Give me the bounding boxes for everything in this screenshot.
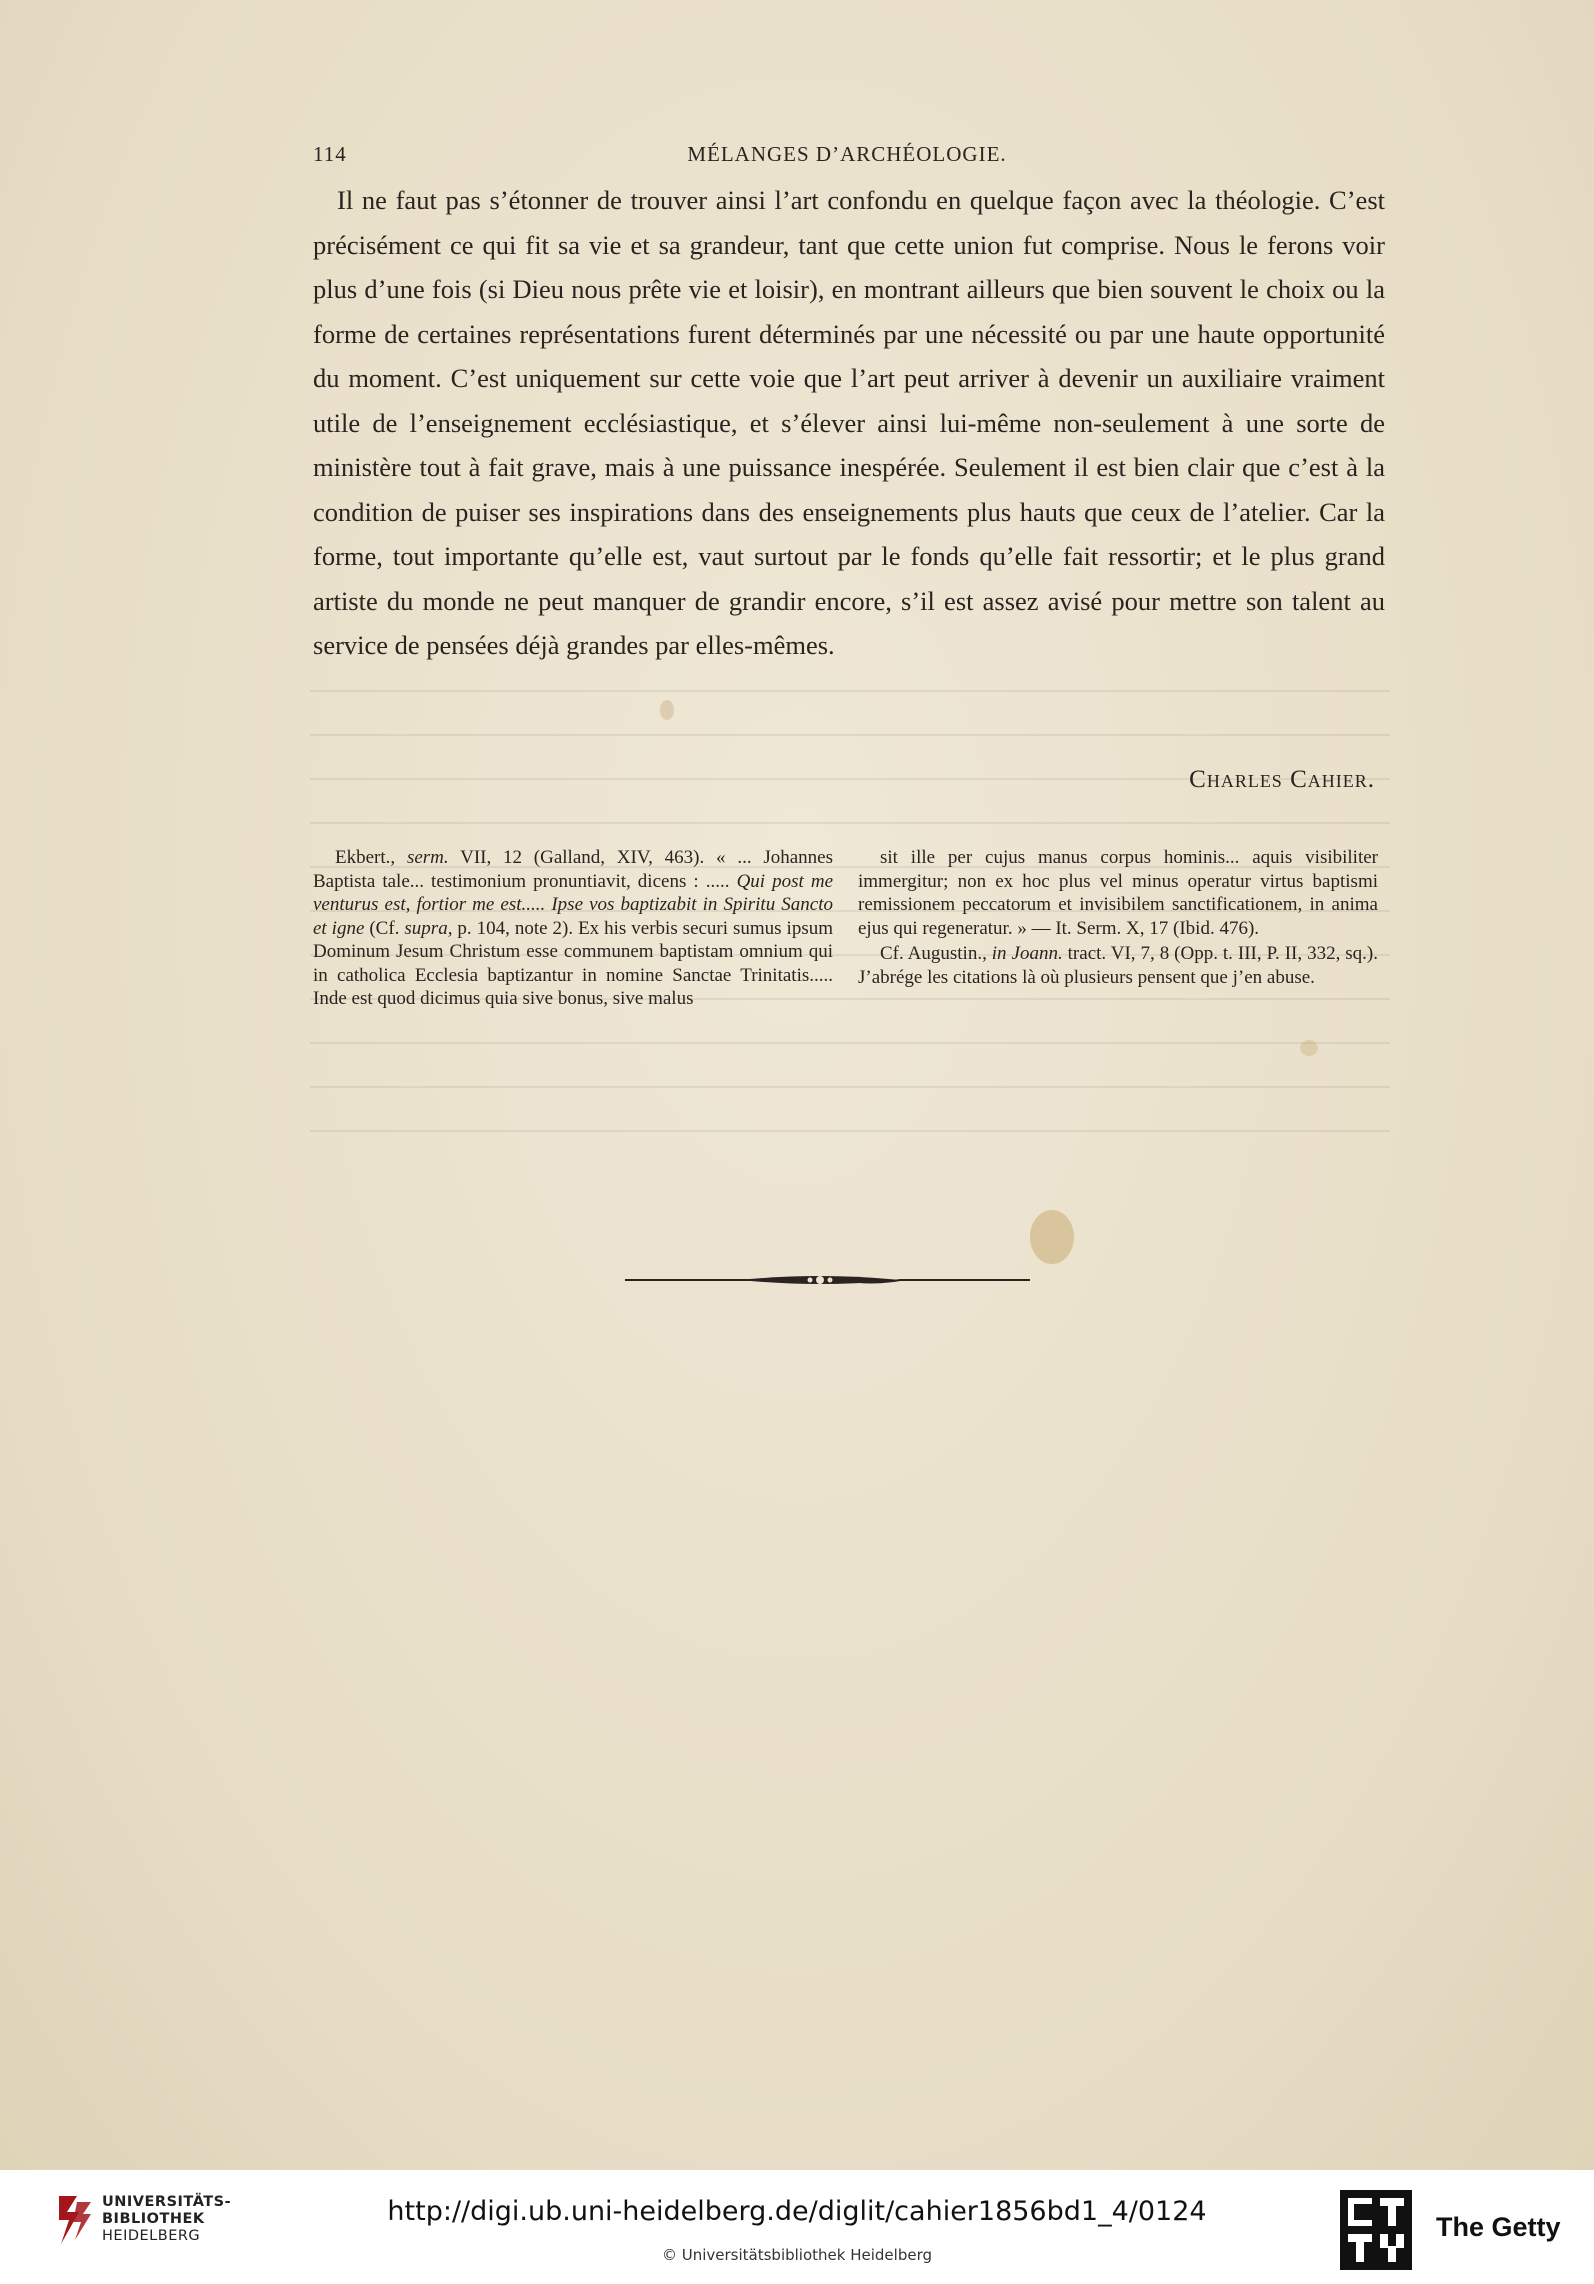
foxing-stain [660,700,674,720]
library-name: UNIVERSITÄTS- BIBLIOTHEK HEIDELBERG [102,2194,232,2244]
partner-name: The Getty [1436,2212,1561,2242]
main-text [313,178,1385,668]
repository-footer [0,2170,1594,2284]
footnote-paragraph: sit ille per cujus manus corpus hominis... aquis visibiliter immergitur; non ex hoc plus vel minus operatur virtus baptismi remissionem peccatorum et invisibilem sanctificationem, in anima ejus qui regeneratur. » — It. Serm. X, 17 (Ibid. 476). [858,847,1378,939]
page-number: 114 [313,142,347,166]
permalink[interactable]: http://digi.ub.uni-heidelberg.de/diglit/cahier1856bd1_4/0124 [387,2196,1207,2227]
footnote-paragraph: Cf. Augustin., in Joann. tract. VI, 7, 8 (Opp. t. III, P. II, 332, sq.). J’abrége les citations là où plusieurs pensent que j’en abuse. [858,943,1379,988]
author-signature: Charles Cahier. [1189,766,1375,793]
running-header [313,142,1381,172]
footnote-paragraph: Ekbert., serm. VII, 12 (Galland, XIV, 463). « ... Johannes Baptista tale... testimonium pronuntiavit, dicens : ..... Qui post me venturus est, fortior me est..... Ipse vos baptizabit in Spiritu Sancto et igne (Cf. supra, p. 104, note 2). Ex his verbis securi sumus ipsum Dominum Jesum Christum esse communem baptistam omnium qui in catholica Ecclesia baptizantur in nomine Sanctae Trinitatis..... Inde est quod dicimus quia sive bonus, sive malus [313,847,834,1009]
ornamental-divider [620,1270,1040,1290]
foxing-stain [1030,1210,1074,1264]
copyright-notice: © Universitätsbibliothek Heidelberg [661,2246,932,2264]
running-title: MÉLANGES D’ARCHÉOLOGIE. [687,142,1007,166]
footnotes [313,846,1385,1076]
footnote-column-right [858,846,1378,989]
body-paragraph: Il ne faut pas s’étonner de trouver ainsi l’art confondu en quelque façon avec la théologie. C’est précisément ce qui fit sa vie et sa grandeur, tant que cette union fut comprise. Nous le ferons voir plus d’une fois (si Dieu nous prête vie et loisir), en montrant ailleurs que bien souvent le choix ou la forme de certaines représentations furent déterminés par une nécessité ou par une haute opportunité du moment. C’est uniquement sur cette voie que l’art peut arriver à devenir un auxiliaire vraiment utile de l’enseignement ecclésiastique, et s’élever ainsi lui-même non-seulement à une sorte de ministère tout à fait grave, mais à une puissance inespérée. Seulement il est bien clair que c’est à la condition de puiser ses inspirations dans des enseignements plus hauts que ceux de l’atelier. Car la forme, tout importante qu’elle est, vaut surtout par le fonds qu’elle fait ressortir; et le plus grand artiste du monde ne peut manquer de grandir encore, s’il est assez avisé pour mettre son talent au service de pensées déjà grandes par elles-mêmes. [313,185,1385,660]
footnote-column-left [313,846,833,1011]
getty-logo-icon [1340,2190,1412,2270]
